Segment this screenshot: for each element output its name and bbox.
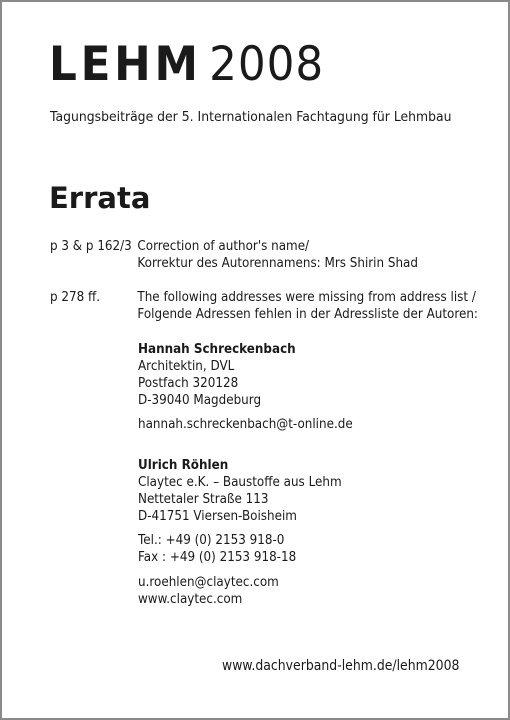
entry-line: The following addresses were missing from address list / <box>137 290 476 305</box>
contact-website[interactable]: www.claytec.com <box>138 592 243 607</box>
fax-line: Fax : +49 (0) 2153 918-18 <box>138 550 297 565</box>
contact-ulrich-web <box>138 574 279 608</box>
address-line: Postfach 320128 <box>138 376 239 391</box>
page-reference: p 3 & p 162/3 <box>50 239 132 254</box>
contact-email[interactable]: hannah.schreckenbach@t-online.de <box>138 417 353 432</box>
page-reference: p 278 ff. <box>50 290 101 305</box>
logo-year: 2008 <box>209 37 325 92</box>
entry-text <box>137 289 478 323</box>
contact-hannah-address <box>138 341 296 409</box>
contact-ulrich-address <box>138 457 342 525</box>
entry-text <box>137 238 418 272</box>
conference-subtitle: Tagungsbeiträge der 5. Internationalen Fachtagung für Lehmbau <box>50 109 452 125</box>
entry-line: Correction of author's name/ <box>137 239 310 254</box>
logo-word: LEHM <box>49 37 202 92</box>
errata-heading: Errata <box>49 181 151 215</box>
lehm-2008-logo <box>49 37 325 92</box>
entry-line: Folgende Adressen fehlen in der Adressliste der Autoren: <box>137 307 478 322</box>
contact-email[interactable]: u.roehlen@claytec.com <box>138 575 279 590</box>
address-line: D-41751 Viersen-Boisheim <box>138 509 297 524</box>
address-line: Claytec e.K. – Baustoffe aus Lehm <box>138 475 342 490</box>
address-line: Nettetaler Straße 113 <box>138 492 269 507</box>
contact-hannah-email-block <box>138 416 353 433</box>
footer-url[interactable]: www.dachverband-lehm.de/lehm2008 <box>222 658 460 674</box>
address-line: Architektin, DVL <box>138 359 235 374</box>
contact-name: Ulrich Röhlen <box>138 458 229 473</box>
entry-line: Korrektur des Autorennamens: Mrs Shirin Shad <box>137 256 418 271</box>
contact-name: Hannah Schreckenbach <box>138 342 296 357</box>
address-line: D-39040 Magdeburg <box>138 393 262 408</box>
phone-line: Tel.: +49 (0) 2153 918-0 <box>138 533 285 548</box>
contact-ulrich-phone <box>138 532 296 566</box>
